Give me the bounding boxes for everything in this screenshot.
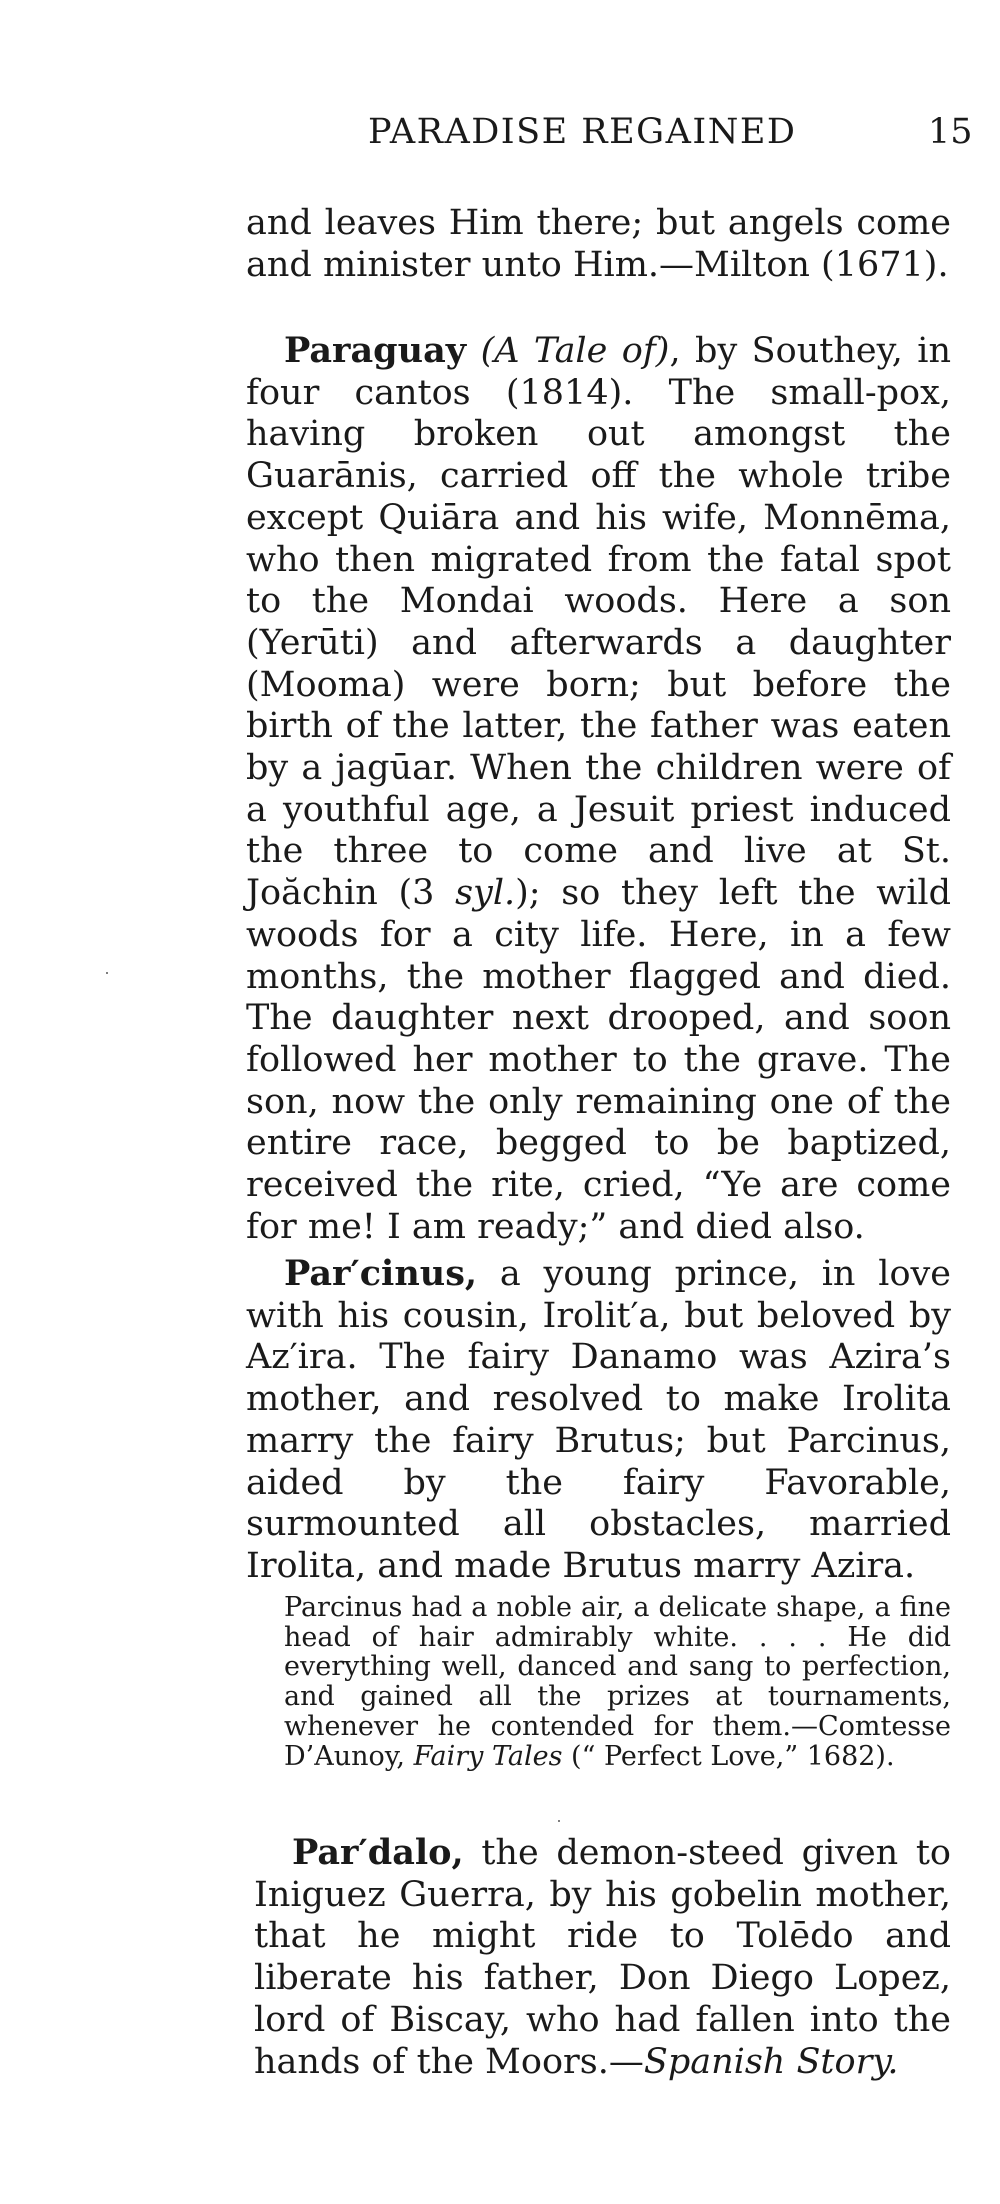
entry-parcinus (246, 1253, 951, 1588)
quotation (284, 1593, 951, 1771)
entry-headword: Paraguay (284, 330, 467, 371)
quote-source: Fairy Tales (413, 1740, 563, 1772)
page-speck (106, 972, 108, 974)
entry-headword: Par′dalo, (292, 1832, 464, 1873)
running-header: PARADISE REGAINED (368, 112, 797, 152)
entry-paraguay (246, 330, 951, 1248)
entry-pardalo (254, 1832, 951, 2083)
entry-headword: Par′cinus, (284, 1253, 478, 1294)
page-speck (558, 1820, 560, 1822)
entry-text: the demon-steed given to Iniguez Guerra, by his gobelin mother, that he might ride to Tolēdo and liberate his father, Don Diego Lopez, lord of Biscay, who had fallen into the hands of the Moors.— (254, 1833, 951, 2082)
entry-source: Spanish Story. (643, 2041, 899, 2082)
entry-text: , by Southey, in four cantos (1814). The small-pox, having broken out amongst the Guarānis, carried off the whole tribe except Quiāra and his wife, Monnēma, who then migrated from the fatal spot to the Mondai woods. Here a son (Yerūti) and afterwards a daughter (Mooma) were born; but before the birth of the latter, the father was eaten by a jagūar. When the children were of a youthful age, a Jesuit priest induced the three to come and live at St. Joăchin (3 (246, 331, 951, 914)
entry-text: a young prince, in love with his cousin, Irolit′a, but beloved by Az′ira. The fairy Danamo was Azira’s mother, and resolved to make Irolita marry the fairy Brutus; but Parcinus, aided by the fairy Favorable, surmounted all obstacles, married Irolita, and made Brutus marry Azira. (246, 1254, 951, 1586)
entry-subtitle: (A Tale of) (480, 331, 670, 371)
entry-text: and leaves Him there; but angels come and minister unto Him.—Milton (1671). (246, 203, 951, 285)
page-number: 15 (928, 112, 973, 152)
quote-text: Parcinus had a noble air, a delicate shape, a fine head of hair admirably white. . . . He did everything well, danced and sang to perfection, and gained all the prizes at tournaments, whenever he contended for them.—Comtesse D’Aunoy, (284, 1592, 951, 1772)
quote-text-end: (“ Perfect Love,” 1682). (562, 1740, 895, 1772)
entry-syl: syl. (455, 873, 516, 914)
entry-continuation (246, 203, 951, 286)
entry-text-end: ); so they left the wild woods for a city life. Here, in a few months, the mother flagged and died. The daughter next drooped, and soon followed her mother to the grave. The son, now the only remaining one of the entire race, begged to be baptized, received the rite, cried, “Ye are come for me! I am ready;” and died also. (246, 873, 951, 1247)
